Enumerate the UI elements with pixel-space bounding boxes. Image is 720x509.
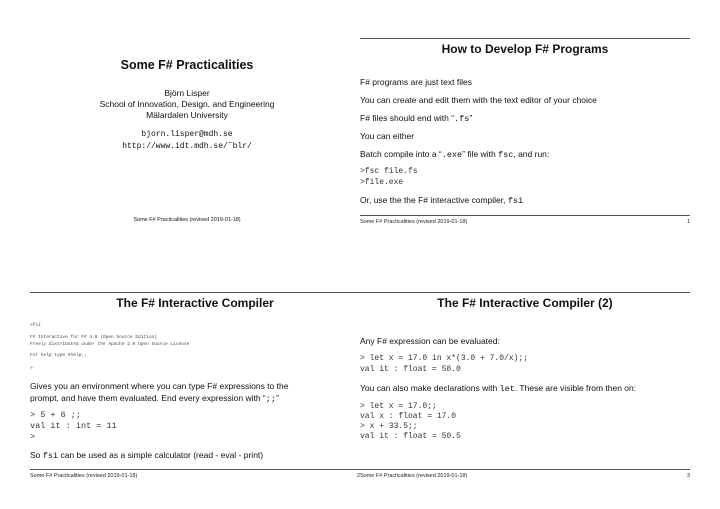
text-segment: You can also make declarations with [360, 383, 500, 393]
slide-title-page [22, 0, 352, 240]
header-rule [360, 292, 690, 293]
code-inline: .fs [454, 114, 470, 124]
footer-text: Some F# Practicalities (revised 2019-01-18) [360, 219, 468, 225]
terminal-line: Freely distributed under the Apache 2.0 Open Source License [30, 342, 190, 347]
header-rule [360, 38, 690, 39]
footer-text: Some F# Practicalities (revised 2019-01-18) [30, 473, 138, 479]
author-url: http://www.idt.mdh.se/˜blr/ [122, 142, 252, 151]
text-segment: F# files should end with “ [360, 113, 455, 123]
text-segment: ” [275, 393, 279, 403]
terminal-line: >fsi [30, 323, 41, 328]
slide-how-to-develop [360, 0, 690, 240]
code-line: >fsc file.fs [360, 167, 418, 176]
author-email: bjorn.lisper@mdh.se [141, 130, 233, 139]
code-line: >file.exe [360, 178, 404, 187]
code-line: > 5 + 6 ;; [30, 410, 82, 420]
text-segment: , and run: [513, 149, 550, 159]
code-line: > x + 33.5;; [360, 422, 418, 431]
slide-footer: Some F# Practicalities (revised 2019-01-18) [133, 217, 241, 223]
text-line [360, 149, 549, 160]
terminal-line: > [30, 366, 33, 371]
terminal-line: F# Interactive for F# 4.0 (Open Source Edition) [30, 335, 157, 340]
text-line: Any F# expression can be evaluated: [360, 336, 500, 346]
footer-text: Some F# Practicalities (revised 2019-01-18) [360, 473, 468, 479]
code-inline: fsi [42, 451, 59, 461]
code-line: > let x = 17.0 in x*(3.0 + 7.0/x);; [360, 354, 529, 363]
slide-title: How to Develop F# Programs [441, 42, 609, 56]
text-segment: ” file with [462, 149, 499, 159]
slide-footer [360, 219, 690, 225]
page-number: 3 [686, 473, 690, 479]
slide-title: Some F# Practicalities [120, 58, 254, 72]
footer-rule [30, 469, 360, 470]
text-line: You can either [360, 131, 415, 141]
text-segment: can be used as a simple calculator (read - eval - print) [58, 450, 264, 460]
code-inline: ;; [265, 394, 276, 404]
text-line [360, 113, 472, 124]
affiliation-university: Mälardalen University [146, 110, 228, 120]
text-line: You can create and edit them with the text editor of your choice [360, 95, 597, 105]
code-line: > [30, 432, 36, 442]
code-inline: .exe [441, 150, 463, 160]
code-line: > let x = 17.0;; [360, 402, 437, 411]
code-line: val it : int = 11 [30, 421, 117, 431]
text-segment: . These are visible from then on: [514, 383, 637, 393]
slide-title: The F# Interactive Compiler [116, 296, 274, 310]
affiliation-school: School of Innovation, Design, and Engineering [99, 99, 275, 109]
code-line: val x : float = 17.0 [360, 412, 457, 421]
page-number: 1 [686, 219, 690, 225]
text-line: F# programs are just text files [360, 77, 472, 87]
terminal-line: For help type #help;; [30, 353, 87, 358]
code-line: val it : float = 50.5 [360, 432, 461, 441]
code-inline: let [499, 384, 515, 394]
text-segment: prompt, and have them evaluated. End every expression with “ [30, 393, 266, 403]
footer-rule [360, 215, 690, 216]
header-rule [30, 292, 360, 293]
text-segment: ” [469, 113, 473, 123]
author-name: Björn Lisper [164, 88, 210, 98]
code-inline: fsi [507, 196, 524, 206]
code-line: val it : float = 58.0 [360, 365, 461, 374]
text-segment: Batch compile into a “ [360, 149, 442, 159]
slide-interactive-compiler [30, 254, 360, 494]
slide-interactive-compiler-2 [360, 254, 690, 494]
text-segment: Or, use the the F# interactive compiler, [360, 195, 508, 205]
text-line [30, 450, 263, 461]
text-line [360, 195, 523, 206]
slide-footer [360, 473, 690, 479]
text-line: Gives you an environment where you can type F# expressions to the [30, 381, 289, 391]
text-line [360, 383, 636, 394]
text-line [30, 393, 279, 404]
footer-rule [360, 469, 690, 470]
code-inline: fsc [498, 150, 514, 160]
slide-title: The F# Interactive Compiler (2) [437, 296, 613, 310]
page-number: 2 [356, 473, 360, 479]
text-segment: So [30, 450, 43, 460]
slide-footer [30, 473, 360, 479]
